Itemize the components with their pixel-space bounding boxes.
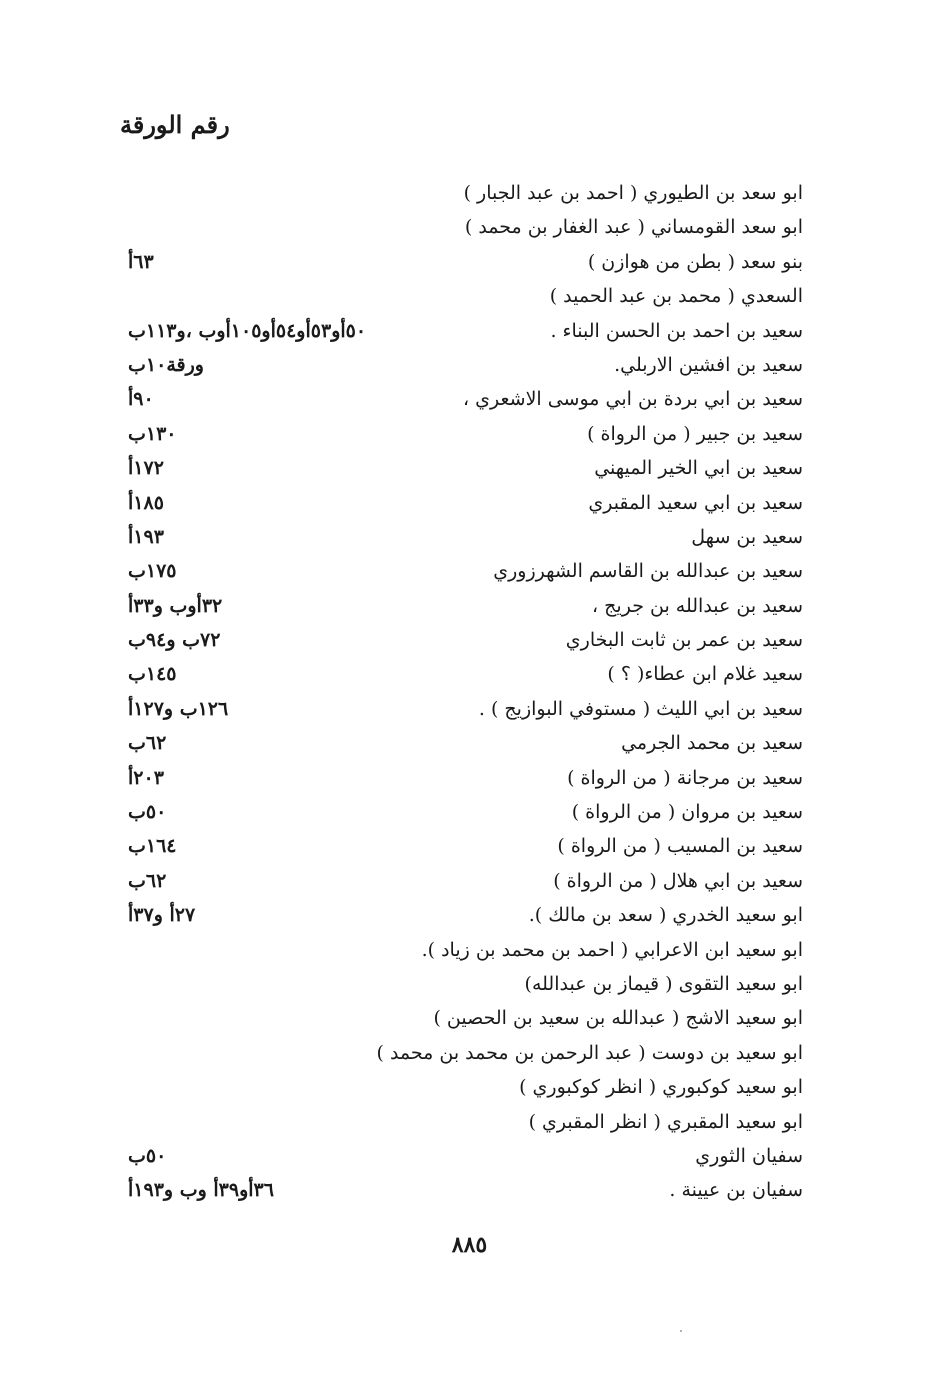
entry-name: ابو سعيد الخدري ( سعد بن مالك ). [528, 904, 803, 927]
index-entry [120, 623, 803, 657]
index-entry [120, 1036, 803, 1070]
entry-folio-ref: ورقة١٠ب [128, 353, 204, 376]
index-entry [120, 1070, 803, 1104]
index-entry [120, 417, 803, 451]
entry-folio-ref: ٧٢ب و٩٤ب [128, 629, 221, 652]
index-entry [120, 176, 803, 210]
entry-name: سعيد بن مرجانة ( من الرواة ) [567, 766, 803, 789]
entry-folio-ref: ٩٠أ [128, 388, 154, 411]
index-entry [120, 382, 803, 416]
entry-name: ابو سعد القومساني ( عبد الغفار بن محمد ) [464, 216, 803, 239]
index-entry [120, 795, 803, 829]
entry-name: سعيد بن ابي هلال ( من الرواة ) [553, 869, 803, 892]
index-entry [120, 245, 803, 279]
entry-folio-ref: ٢٠٣أ [128, 766, 164, 789]
entry-name: ابو سعيد كوكبوري ( انظر كوكبوري ) [519, 1076, 803, 1099]
entry-name: سفيان الثوري [695, 1144, 803, 1167]
entry-name: ابو سعيد الاشج ( عبدالله بن سعيد بن الحصين ) [433, 1007, 803, 1030]
entry-name: سفيان بن عيينة . [669, 1179, 803, 1202]
entry-name: ابو سعيد بن دوست ( عبد الرحمن بن محمد بن محمد ) [376, 1041, 803, 1064]
index-entry [120, 451, 803, 485]
index-entry [120, 348, 803, 382]
index-entry [120, 726, 803, 760]
entry-name: ابو سعيد ابن الاعرابي ( احمد بن محمد بن زياد ). [421, 938, 803, 961]
index-entry [120, 692, 803, 726]
entry-name: سعيد بن محمد الجرمي [621, 732, 803, 755]
entry-folio-ref: ١٨٥أ [128, 491, 164, 514]
index-entry [120, 210, 803, 244]
entry-folio-ref: ١٦٤ب [128, 835, 177, 858]
entry-folio-ref: ١٧٢أ [128, 457, 164, 480]
entry-folio-ref: ٦٣أ [128, 250, 154, 273]
entry-name: ابو سعد بن الطيوري ( احمد بن عبد الجبار ) [463, 182, 803, 204]
index-entry [120, 933, 803, 967]
index-entry [120, 520, 803, 554]
entry-folio-ref: ١٢٦ب و١٢٧أ [128, 697, 229, 720]
index-entry [120, 1105, 803, 1139]
index-entry [120, 657, 803, 691]
entry-name: سعيد بن ابي الليث ( مستوفي البوازيج ) . [478, 697, 803, 720]
entry-folio-ref: ١٩٣أ [128, 525, 164, 548]
index-entry [120, 1001, 803, 1035]
entry-name: سعيد بن سهل [691, 525, 803, 548]
entry-name: سعيد بن ابي الخير الميهني [594, 457, 803, 480]
entry-name: سعيد بن احمد بن الحسن البناء . [550, 319, 803, 342]
index-entry [120, 589, 803, 623]
entry-folio-ref: ٥٠أو٥٣أو٥٤أو١٠٥أوب ،و١١٣ب [128, 319, 367, 342]
entry-name: بنو سعد ( بطن من هوازن ) [587, 250, 803, 273]
entry-folio-ref: ٥٠ب [128, 801, 167, 824]
entry-name: سعيد بن مروان ( من الرواة ) [571, 801, 803, 824]
index-entry [120, 864, 803, 898]
index-entry [120, 967, 803, 1001]
entry-folio-ref: ٢٧أ و٣٧أ [128, 904, 196, 927]
entry-name: سعيد بن عبدالله بن جريج ، [592, 594, 803, 617]
entry-folio-ref: ١٧٥ب [128, 560, 177, 583]
entry-name: سعيد بن المسيب ( من الرواة ) [557, 835, 803, 858]
entry-folio-ref: ٣٢أوب و٣٣أ [128, 594, 223, 617]
index-entry [120, 554, 803, 588]
entry-name: سعيد بن جبير ( من الرواة ) [587, 422, 803, 445]
entry-folio-ref: ١٣٠ب [128, 422, 177, 445]
entry-name: سعيد بن ابي بردة بن ابي موسى الاشعري ، [462, 388, 803, 411]
index-entry [120, 1173, 803, 1207]
scan-speck [680, 1330, 682, 1332]
index-entry [120, 1139, 803, 1173]
entry-name: سعيد بن افشين الاربلي. [614, 353, 803, 376]
index-entry [120, 486, 803, 520]
entry-name: سعيد بن عبدالله بن القاسم الشهرزوري [493, 560, 803, 583]
index-entry [120, 898, 803, 932]
entry-name: سعيد بن عمر بن ثابت البخاري [565, 629, 803, 652]
entry-name: ابو سعيد التقوى ( قيماز بن عبدالله) [524, 972, 803, 995]
column-header: رقم الورقة [120, 110, 230, 139]
entry-folio-ref: ٦٢ب [128, 732, 167, 755]
entry-name: سعيد غلام ابن عطاء( ؟ ) [607, 663, 803, 686]
index-entry [120, 829, 803, 863]
entry-folio-ref: ٣٦أو٣٩أ وب و١٩٣أ [128, 1179, 274, 1202]
index-entry [120, 314, 803, 348]
page-number: ٨٨٥ [451, 1232, 488, 1258]
index-entries [120, 176, 803, 1208]
index-entry [120, 279, 803, 313]
entry-name: ابو سعيد المقبري ( انظر المقبري ) [528, 1110, 803, 1133]
entry-folio-ref: ١٤٥ب [128, 663, 177, 686]
entry-name: السعدي ( محمد بن عبد الحميد ) [549, 285, 803, 308]
entry-folio-ref: ٥٠ب [128, 1144, 167, 1167]
index-entry [120, 761, 803, 795]
entry-folio-ref: ٦٢ب [128, 869, 167, 892]
entry-name: سعيد بن ابي سعيد المقبري [588, 491, 803, 514]
